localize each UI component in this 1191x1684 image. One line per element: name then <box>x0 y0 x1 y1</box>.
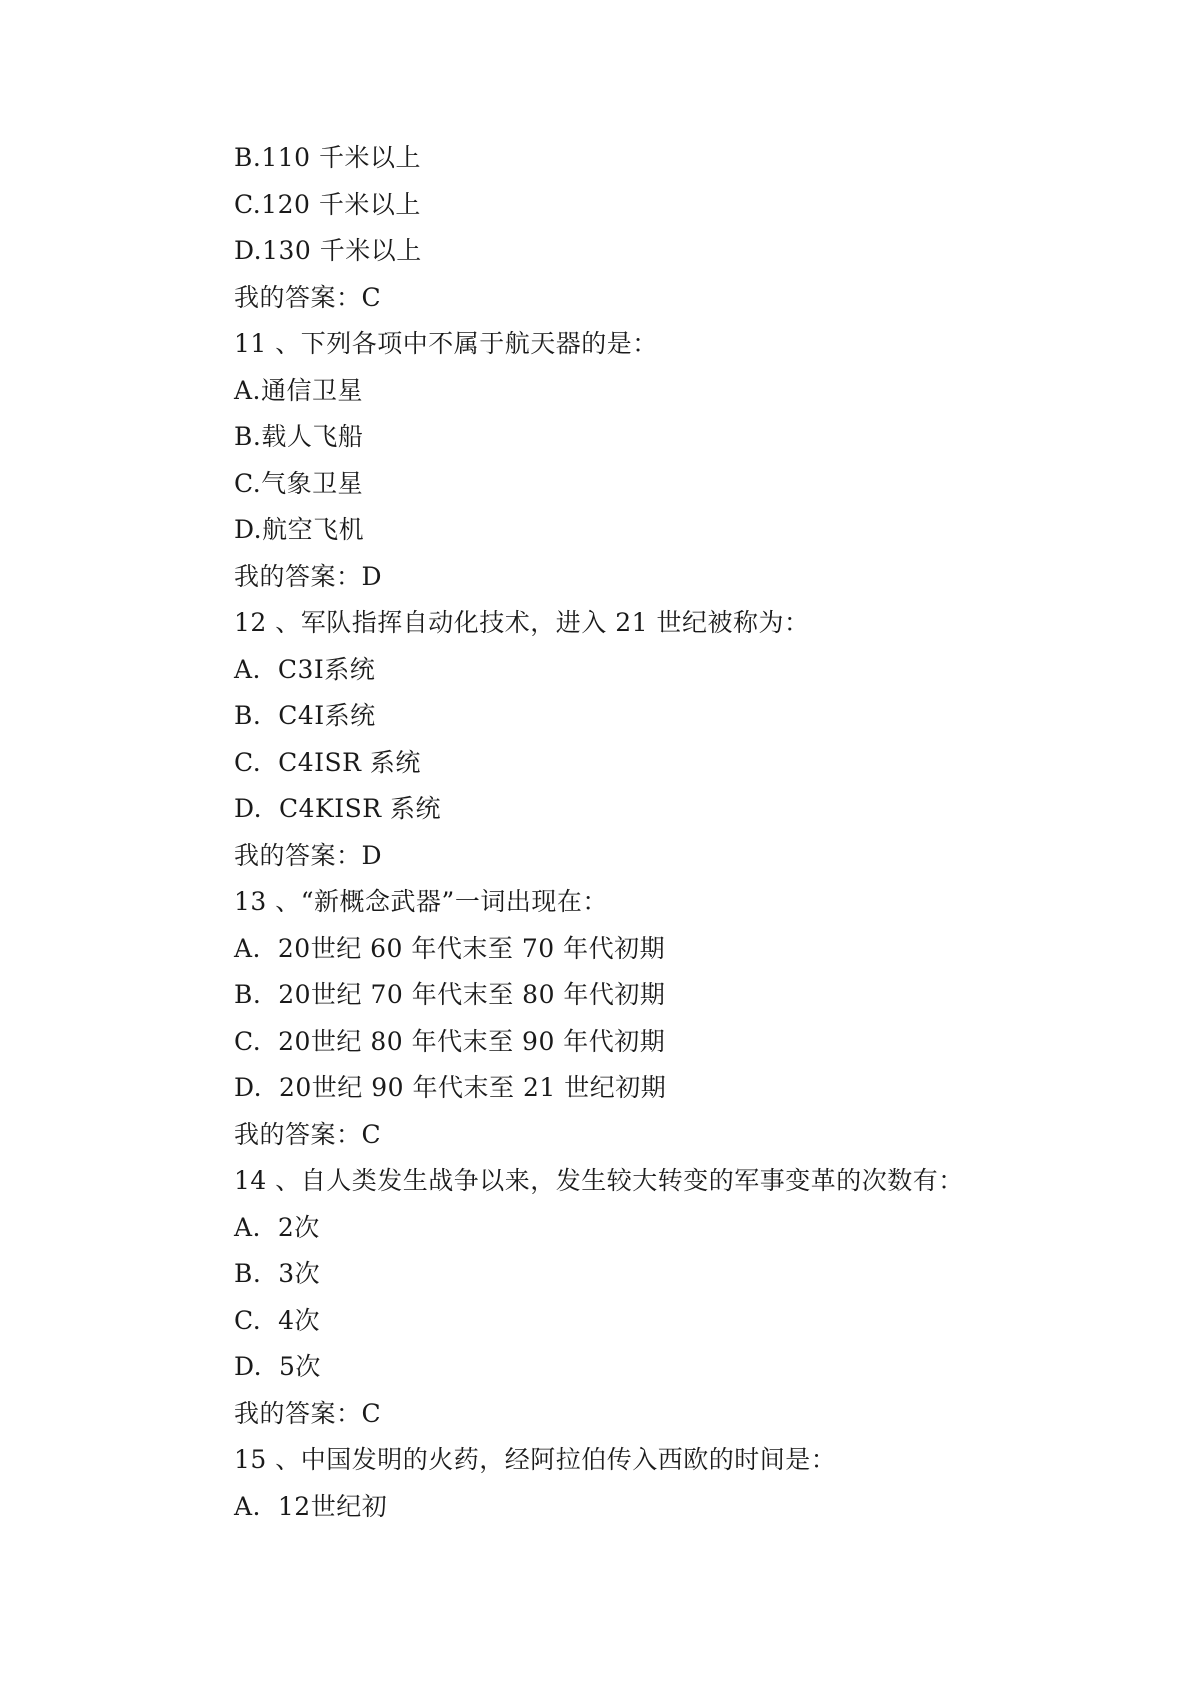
option-a-q12: A. C3I系统 <box>234 654 376 684</box>
option-a-q14: A. 2次 <box>234 1212 320 1242</box>
option-b-q11: B.载人飞船 <box>234 422 364 451</box>
option-b-q10: B.110 千米以上 <box>234 143 421 172</box>
question-15: 15 、中国发明的火药，经阿拉伯传入西欧的时间是： <box>234 1445 837 1474</box>
option-d-q14: D. 5次 <box>234 1352 321 1381</box>
answer-q10: 我的答案：C <box>234 282 382 312</box>
option-a-q15: A. 12世纪初 <box>234 1491 388 1521</box>
option-b-q14: B. 3次 <box>234 1259 321 1288</box>
option-c-q10: C.120 千米以上 <box>234 189 421 219</box>
option-c-q14: C. 4次 <box>234 1305 320 1335</box>
option-a-q13: A. 20世纪 60 年代末至 70 年代初期 <box>234 933 666 963</box>
option-d-q11: D.航空飞机 <box>234 515 365 544</box>
option-d-q10: D.130 千米以上 <box>234 236 422 265</box>
answer-q14: 我的答案：C <box>234 1398 382 1428</box>
option-c-q12: C. C4ISR 系统 <box>234 747 421 777</box>
option-d-q13: D. 20世纪 90 年代末至 21 世纪初期 <box>234 1073 667 1102</box>
answer-q11: 我的答案：D <box>234 561 383 591</box>
option-c-q11: C.气象卫星 <box>234 468 364 498</box>
option-d-q12: D. C4KISR 系统 <box>234 794 441 823</box>
option-c-q13: C. 20世纪 80 年代末至 90 年代初期 <box>234 1026 666 1056</box>
question-11: 11 、下列各项中不属于航天器的是： <box>234 329 658 358</box>
answer-q13: 我的答案：C <box>234 1119 382 1149</box>
option-b-q12: B. C4I系统 <box>234 701 376 730</box>
question-12: 12 、军队指挥自动化技术，进入 21 世纪被称为： <box>234 608 810 637</box>
question-list <box>234 135 1134 1530</box>
answer-q12: 我的答案：D <box>234 840 383 870</box>
option-b-q13: B. 20世纪 70 年代末至 80 年代初期 <box>234 980 666 1009</box>
option-a-q11: A.通信卫星 <box>234 375 364 405</box>
question-14: 14 、自人类发生战争以来，发生较大转变的军事变革的次数有： <box>234 1166 964 1195</box>
question-13: 13 、“新概念武器”一词出现在： <box>234 887 608 916</box>
